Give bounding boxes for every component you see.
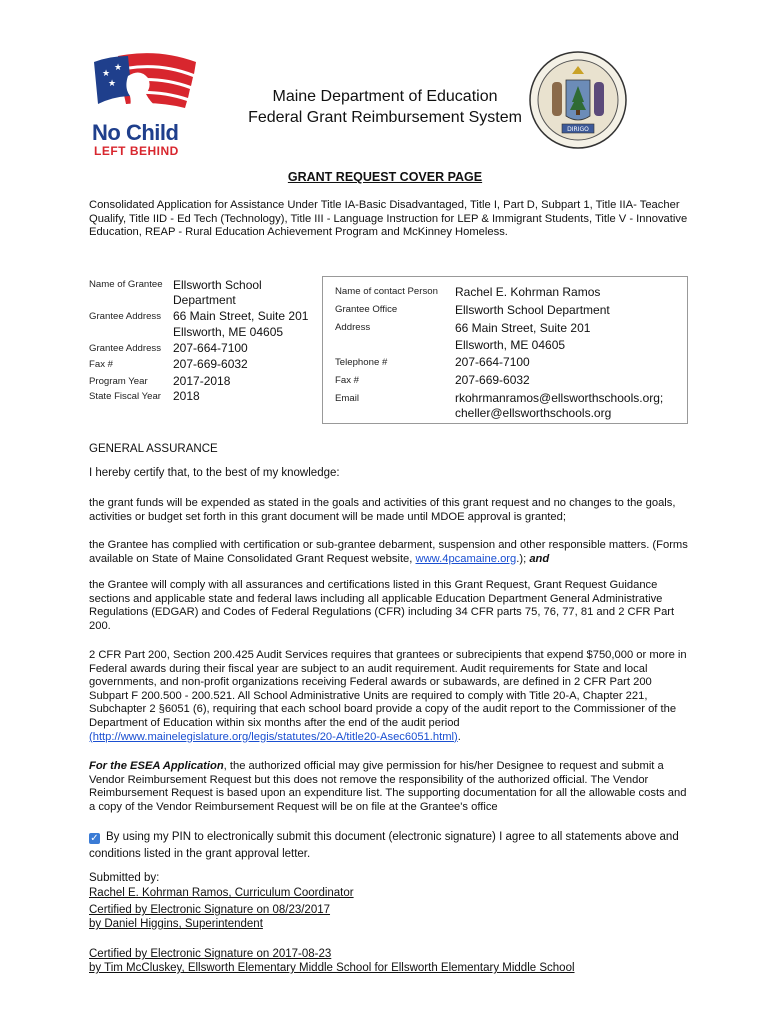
certification-2-line2: by Tim McCluskey, Ellsworth Elementary Middle School for Ellsworth Elementary Middle School (89, 962, 575, 974)
grantee-phone-value: 207-664-7100 (173, 341, 248, 355)
contact-telephone-label: Telephone # (335, 357, 388, 368)
contact-address-line2: Ellsworth, ME 04605 (455, 338, 566, 352)
program-year-label: Program Year (89, 376, 148, 387)
contact-email-label: Email (335, 393, 359, 404)
certification-2-line1: Certified by Electronic Signature on 2017-08-23 (89, 948, 332, 960)
seal-motto: DIRIGO (567, 126, 589, 133)
page-title-line2: Federal Grant Reimbursement System (248, 109, 522, 126)
contact-fax-label: Fax # (335, 375, 359, 386)
grantee-fax-value: 207-669-6032 (173, 357, 248, 371)
assurance-certify: I hereby certify that, to the best of my knowledge: (89, 467, 340, 479)
contact-name-label: Name of contact Person (335, 286, 438, 297)
page-title-line1: Maine Department of Education (272, 88, 498, 105)
grantee-address-line1: 66 Main Street, Suite 201 (173, 309, 309, 323)
logo-text-no-child: No Child (92, 120, 179, 145)
pin-agreement-checkbox[interactable]: ✓ (90, 833, 99, 844)
forms-website-link[interactable]: www.4pcamaine.org (415, 552, 517, 565)
grantee-info-block (89, 276, 313, 416)
svg-text:★: ★ (102, 69, 111, 79)
assurance-p4-end: . (457, 730, 461, 743)
grantee-name-value-line2: Department (173, 293, 236, 307)
assurance-p2-and: and (529, 552, 550, 565)
contact-fax-value: 207-669-6032 (455, 373, 530, 387)
assurance-p5 (89, 760, 689, 814)
logo-text-left-behind: LEFT BEHIND (94, 144, 179, 158)
cover-intro: Consolidated Application for Assistance Under Title IA-Basic Disadvantaged, Title I, Part D, Subpart 1, Title IIA- Teacher Qualify, Title IID - Ed Tech (Technology), Title III - Language Instruction for LEP & Immigrant Students, Title V - Innovative Education, REAP - Rural Education Achievement Program and McKinney Homeless. (89, 199, 688, 239)
contact-email-line2: cheller@ellsworthschools.org (455, 406, 612, 420)
assurance-p4 (89, 649, 689, 744)
svg-text:★: ★ (114, 63, 123, 73)
grantee-address-line2: Ellsworth, ME 04605 (173, 325, 284, 339)
contact-telephone-value: 207-664-7100 (455, 355, 530, 369)
esea-application-label: For the ESEA Application (89, 760, 224, 772)
assurance-p2 (89, 539, 689, 566)
assurance-p5-text: , the authorized official may give permission for his/her Designee to request and submit a Vendor Reimbursement Request but this does not remove the responsibility of the authorized official. The Vendor Reimbursement Request is based upon an expenditure list. The supporting documentation for all the allowable costs and a copy of the Vendor Reimbursement Request will be on file at the Grantee's office (89, 760, 687, 813)
fiscal-year-label: State Fiscal Year (89, 391, 161, 402)
contact-info-block (322, 276, 688, 424)
program-year-value: 2017-2018 (173, 374, 231, 388)
contact-address-line1: 66 Main Street, Suite 201 (455, 321, 591, 335)
assurance-p2-text: the Grantee has complied with certification or sub-grantee debarment, suspension and other responsible matters. (Forms available on State of Maine Consolidated Grant Request website, (89, 539, 688, 565)
maine-state-seal (528, 50, 628, 150)
assurance-p4-text: 2 CFR Part 200, Section 200.425 Audit Services requires that grantees or subrecipients that expend $750,000 or more in Federal awards during their fiscal year are subject to an audit requirement. Audit requirements for State and local governments, and non-profit organizations receiving Federal awards or subawards, are defined in 2 CFR Part 200 Subpart F 200.500 - 200.521. All School Administrative Units are required to comply with Title 20-A, Chapter 221, Subchapter 2 §6051 (6), requiring that each school board provide a copy of the audit report to the Commissioner of the Department of Education within six months after the end of the audit period (89, 649, 687, 729)
assurance-heading: GENERAL ASSURANCE (89, 443, 218, 455)
cover-heading: GRANT REQUEST COVER PAGE (287, 170, 483, 184)
contact-office-label: Grantee Office (335, 304, 398, 315)
pin-agreement (89, 829, 689, 863)
assurance-p1: the grant funds will be expended as stated in the goals and activities of this grant request and no changes to the goals, activities or budget set forth in this grant document will be made until MDOE approval is granted; (89, 497, 676, 523)
contact-office-value: Ellsworth School Department (455, 303, 610, 317)
statute-link[interactable]: (http://www.mainelegislature.org/legis/statutes/20-A/title20-Asec6051.html) (89, 730, 458, 743)
contact-email-line1: rkohrmanramos@ellsworthschools.org; (455, 391, 664, 405)
grantee-fax-label: Fax # (89, 359, 113, 370)
assurance-p2-end: .); (516, 552, 527, 565)
assurance-p3: the Grantee will comply with all assurances and certifications listed in this Grant Request, Grant Request Guidance sections and applicable state and federal laws including all applicable Education Department General Administrative Regulations (EDGAR) and Codes of Federal Regulations (CFR) including 34 CFR parts 75, 76, 77, 81 and 2 CFR Part 200. (89, 579, 675, 632)
fiscal-year-value: 2018 (173, 389, 200, 403)
pin-agreement-text: By using my PIN to electronically submit this document (electronic signature) I agree to all statements above and conditions listed in the grant approval letter. (89, 831, 679, 860)
grantee-address-label: Grantee Address (89, 311, 161, 322)
submitter-name: Rachel E. Kohrman Ramos, Curriculum Coordinator (89, 887, 354, 899)
contact-name-value: Rachel E. Kohrman Ramos (455, 285, 601, 299)
certification-1-line1: Certified by Electronic Signature on 08/23/2017 (89, 904, 331, 916)
contact-address-label: Address (335, 322, 371, 333)
submitted-by-label: Submitted by: (89, 872, 160, 884)
grantee-name-value-line1: Ellsworth School (173, 278, 262, 292)
svg-text:★: ★ (108, 79, 117, 89)
certification-1-line2: by Daniel Higgins, Superintendent (89, 918, 263, 930)
grantee-name-label: Name of Grantee (89, 279, 163, 290)
grantee-phone-label: Grantee Address (89, 343, 161, 354)
